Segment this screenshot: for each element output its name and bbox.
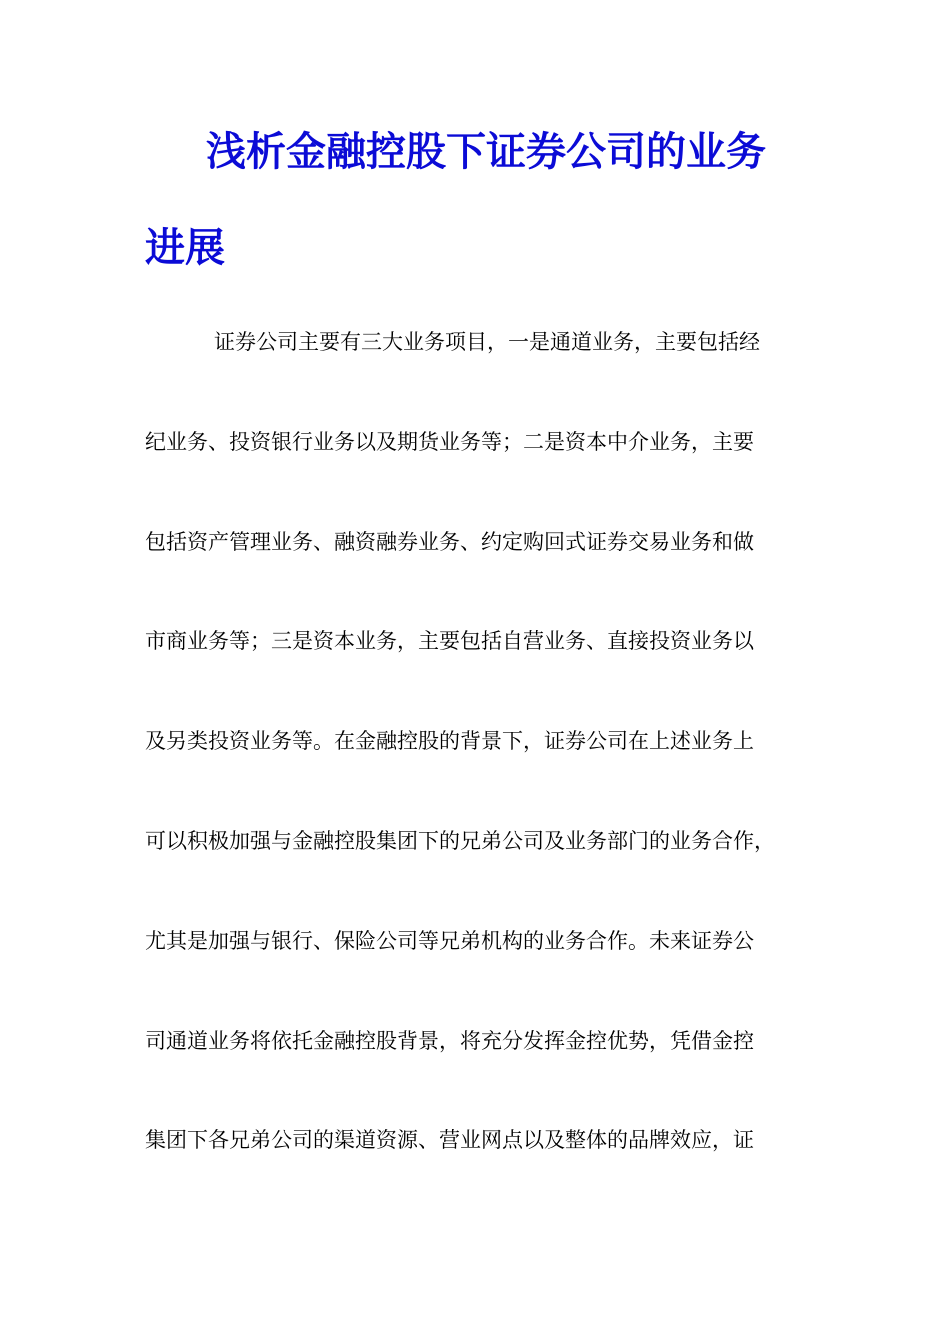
paragraph-line-6: 可以积极加强与金融控股集团下的兄弟公司及业务部门的业务合作， <box>145 829 775 853</box>
paragraph-line-4: 市商业务等；三是资本业务，主要包括自营业务、直接投资业务以 <box>145 629 754 653</box>
paragraph-line-1: 证券公司主要有三大业务项目，一是通道业务，主要包括经 <box>214 330 760 354</box>
paragraph-line-2: 纪业务、投资银行业务以及期货业务等；二是资本中介业务，主要 <box>145 430 754 454</box>
paragraph-line-5: 及另类投资业务等。在金融控股的背景下，证券公司在上述业务上 <box>145 729 754 753</box>
paragraph-line-7: 尤其是加强与银行、保险公司等兄弟机构的业务合作。未来证券公 <box>145 929 754 953</box>
document-title-line-2: 进展 <box>145 225 225 271</box>
paragraph-line-9: 集团下各兄弟公司的渠道资源、营业网点以及整体的品牌效应，证 <box>145 1128 754 1152</box>
paragraph-line-3: 包括资产管理业务、融资融券业务、约定购回式证券交易业务和做 <box>145 530 754 554</box>
paragraph-line-8: 司通道业务将依托金融控股背景，将充分发挥金控优势，凭借金控 <box>145 1029 754 1053</box>
document-title-line-1: 浅析金融控股下证券公司的业务 <box>206 129 766 175</box>
